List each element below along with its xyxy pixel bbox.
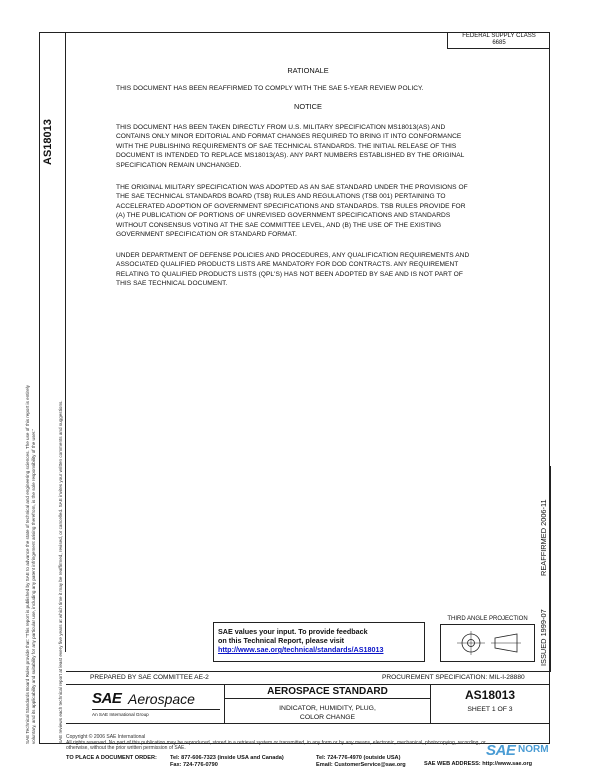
paragraph-line: ASSOCIATED QUALIFIED PRODUCTS LISTS ARE MANDATORY FOR DOD CONTRACTS. ANY REQUIREMENT bbox=[116, 261, 459, 269]
notice-paragraph-2 bbox=[116, 183, 506, 239]
copyright-line: All rights reserved. No part of this publication may be reproduced, stored in a retrieval system or transmitted, in any form or by any means, electronic, mechanical, photocopying, recording, or bbox=[66, 739, 486, 746]
sae-aerospace-logo bbox=[92, 690, 220, 720]
fsc-label: FEDERAL SUPPLY CLASS bbox=[462, 33, 536, 39]
side-doc-number: AS18013 bbox=[42, 119, 54, 165]
disclaimer-line-2: voluntary, and its applicability and suitability for any particular use, including any patent infringement arising therefrom, is the sole responsibility of the user." bbox=[31, 428, 36, 744]
reaffirmed-date: REAFFIRMED 2006-11 bbox=[539, 499, 548, 576]
sheet-number: SHEET 1 OF 3 bbox=[467, 706, 513, 713]
description-line-1: INDICATOR, HUMIDITY, PLUG, bbox=[279, 705, 376, 712]
paragraph-line: WITHOUT CONSENSUS VOTING AT THE SAE COMMITTEE LEVEL, AND (B) THE USE OF THE EXISTING bbox=[116, 221, 442, 229]
paragraph-line: ACCELERATED ADOPTION OF GOVERNMENT SPECIFICATIONS AND STANDARDS. TSB RULES PROVIDE FOR bbox=[116, 202, 466, 210]
paragraph-line: (A) THE PUBLICATION OF PORTIONS OF UNREVISED GOVERNMENT SPECIFICATIONS AND STANDARDS bbox=[116, 212, 451, 220]
copyright-line: otherwise, without the prior written permission of SAE. bbox=[66, 745, 186, 752]
notice-heading: NOTICE bbox=[294, 102, 322, 111]
logo-aerospace: Aerospace bbox=[128, 691, 195, 707]
watermark-sae: SAE bbox=[486, 742, 516, 759]
footer-divider bbox=[66, 671, 550, 672]
paragraph-line: UNDER DEPARTMENT OF DEFENSE POLICIES AND PROCEDURES, ANY QUALIFICATION REQUIREMENTS AND bbox=[116, 252, 470, 259]
disclaimer-line-3: SAE reviews each technical report at least every five years at which time it may be reaffirmed, revised, or cancelled. SAE invites your written comments and suggestions. bbox=[58, 400, 63, 744]
logo-subtitle: An SAE International Group bbox=[92, 712, 149, 717]
order-web: SAE WEB ADDRESS: http://www.sae.org bbox=[424, 761, 533, 767]
description-line-2: COLOR CHANGE bbox=[299, 714, 356, 721]
issued-date: ISSUED 1999-07 bbox=[539, 609, 548, 666]
doc-number: AS18013 bbox=[464, 688, 516, 702]
prepared-by: PREPARED BY SAE COMMITTEE AE-2 bbox=[90, 674, 209, 681]
logo-underline bbox=[92, 709, 220, 710]
paragraph-line: RELATING TO QUALIFIED PRODUCTS LISTS (QPL'S) HAS NOT BEEN ADOPTED BY SAE AND IS NOT PART OF bbox=[116, 270, 463, 278]
paragraph-line: THE SAE TECHNICAL STANDARDS BOARD (TSB) RULES AND REGULATIONS (TSB 001) PERTAINING TO bbox=[116, 193, 446, 201]
standard-title: AEROSPACE STANDARD bbox=[225, 686, 430, 699]
order-tel-intl: Tel: 724-776-4970 (outside USA) bbox=[316, 755, 401, 761]
rationale-text bbox=[116, 84, 506, 93]
order-phones bbox=[170, 755, 284, 768]
third-angle-label: THIRD ANGLE PROJECTION bbox=[447, 616, 528, 622]
document-description bbox=[225, 704, 430, 722]
order-contacts bbox=[316, 755, 406, 768]
title-block-divider bbox=[430, 684, 431, 724]
paragraph-line: THE ORIGINAL MILITARY SPECIFICATION WAS ADOPTED AS AN SAE STANDARD UNDER THE PROVISIONS OF bbox=[116, 184, 468, 191]
disclaimer-line-1: SAE Technical Standards Board Rules provide that: "This report is published by SAE to advance the state of technical and engineering sciences. The use of this report is entirely bbox=[25, 385, 30, 744]
date-strip-rule bbox=[550, 466, 551, 672]
feedback-line-2: on this Technical Report, please visit bbox=[218, 636, 345, 645]
copyright-block bbox=[66, 735, 486, 752]
fsc-number: 6685 bbox=[492, 40, 506, 46]
paragraph-line: GOVERNMENT SPECIFICATION OR STANDARD FORMAT. bbox=[116, 231, 297, 239]
paragraph-line: WITH THE PUBLISHING REQUIREMENTS OF SAE TECHNICAL STANDARDS. THE INITIAL RELEASE OF THIS bbox=[116, 142, 457, 150]
copyright-line: Copyright © 2006 SAE International bbox=[66, 734, 146, 740]
order-fax: Fax: 724-776-0790 bbox=[170, 761, 218, 768]
rationale-heading: RATIONALE bbox=[287, 66, 329, 75]
paragraph-line: THIS SAE TECHNICAL DOCUMENT. bbox=[116, 280, 228, 288]
order-email: Email: CustomerService@sae.org bbox=[316, 761, 406, 768]
paragraph-line: THIS DOCUMENT HAS BEEN TAKEN DIRECTLY FROM U.S. MILITARY SPECIFICATION MS18013(AS) AND bbox=[116, 124, 446, 131]
federal-supply-class-box bbox=[447, 32, 550, 49]
watermark-norm: NORM bbox=[518, 744, 549, 755]
notice-paragraph-1 bbox=[116, 123, 506, 170]
third-angle-symbol-box bbox=[440, 624, 535, 662]
order-label: TO PLACE A DOCUMENT ORDER: bbox=[66, 755, 157, 761]
feedback-box bbox=[213, 622, 425, 662]
logo-sae: SAE bbox=[92, 690, 122, 707]
procurement-spec: PROCUREMENT SPECIFICATION: MIL-I-28880 bbox=[382, 674, 525, 681]
feedback-line-1: SAE values your input. To provide feedback bbox=[218, 627, 368, 636]
paragraph-line: SPECIFICATION REMAIN UNCHANGED. bbox=[116, 161, 242, 169]
feedback-link[interactable]: http://www.sae.org/technical/standards/AS18013 bbox=[218, 645, 384, 654]
paragraph-line: DOCUMENT IS INTENDED TO REPLACE MS18013(AS). ANY PART NUMBERS ESTABLISHED BY THE ORIGINAL bbox=[116, 152, 465, 160]
rationale-line: THIS DOCUMENT HAS BEEN REAFFIRMED TO COMPLY WITH THE SAE 5-YEAR REVIEW POLICY. bbox=[116, 85, 424, 92]
paragraph-line: CONTAINS ONLY MINOR EDITORIAL AND FORMAT CHANGES REQUIRED TO BRING IT INTO CONFORMANCE bbox=[116, 133, 462, 141]
notice-paragraph-3 bbox=[116, 251, 506, 289]
third-angle-projection-icon bbox=[441, 625, 534, 661]
order-tel-us: Tel: 877-606-7323 (inside USA and Canada) bbox=[170, 755, 284, 761]
